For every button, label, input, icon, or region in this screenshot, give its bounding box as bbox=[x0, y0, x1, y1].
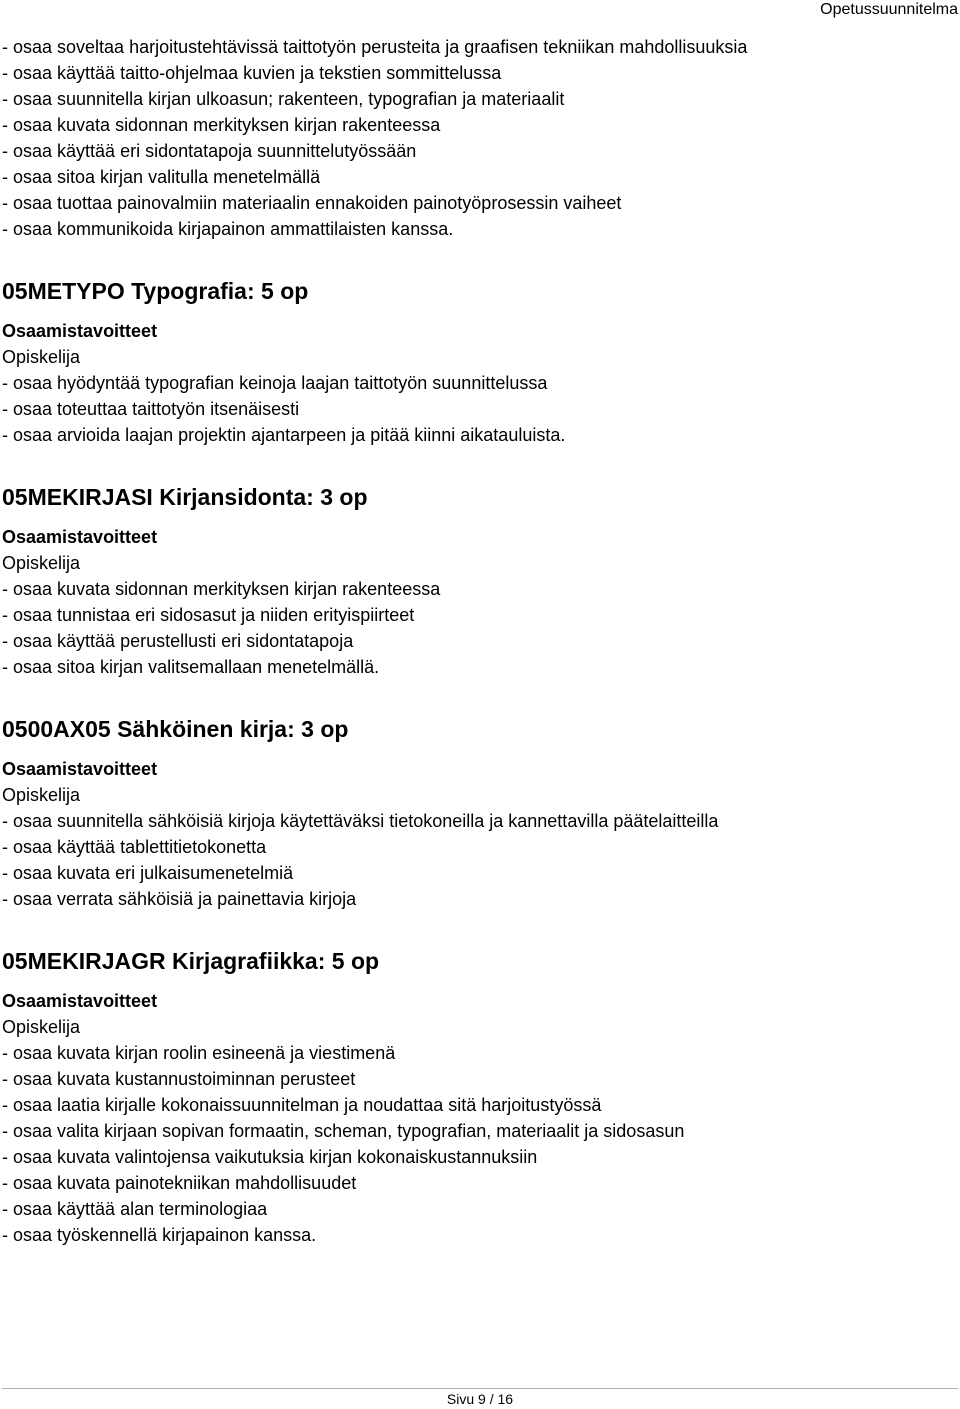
section-subheading: Osaamistavoitteet bbox=[2, 991, 158, 1011]
section-subheading: Osaamistavoitteet bbox=[2, 759, 158, 779]
list-item: - osaa sitoa kirjan valitulla menetelmällä bbox=[2, 167, 321, 187]
section-subheading: Osaamistavoitteet bbox=[2, 527, 158, 547]
list-item: - osaa kuvata sidonnan merkityksen kirjan rakenteessa bbox=[2, 579, 441, 599]
list-item: - osaa kuvata kustannustoiminnan perusteet bbox=[2, 1069, 356, 1089]
section-role: Opiskelija bbox=[2, 347, 81, 367]
list-item: - osaa käyttää taitto-ohjelmaa kuvien ja tekstien sommittelussa bbox=[2, 63, 502, 83]
list-item: - osaa toteuttaa taittotyön itsenäisesti bbox=[2, 399, 300, 419]
section-subheading: Osaamistavoitteet bbox=[2, 321, 158, 341]
page-number: Sivu 9 / 16 bbox=[446, 1391, 514, 1407]
list-item: - osaa kuvata sidonnan merkityksen kirjan rakenteessa bbox=[2, 115, 441, 135]
list-item: - osaa suunnitella kirjan ulkoasun; rakenteen, typografian ja materiaalit bbox=[2, 89, 565, 109]
document-body bbox=[2, 34, 950, 1248]
section-kirjagrafiikka bbox=[2, 946, 950, 1248]
list-item: - osaa kommunikoida kirjapainon ammattilaisten kanssa. bbox=[2, 219, 454, 239]
page-footer bbox=[2, 1388, 958, 1409]
list-item: - osaa käyttää alan terminologiaa bbox=[2, 1199, 268, 1219]
list-item: - osaa suunnitella sähköisiä kirjoja käytettäväksi tietokoneilla ja kannettavilla päätelaitteilla bbox=[2, 811, 719, 831]
list-item: - osaa kuvata kirjan roolin esineenä ja viestimenä bbox=[2, 1043, 396, 1063]
list-item: - osaa kuvata painotekniikan mahdollisuudet bbox=[2, 1173, 357, 1193]
list-item: - osaa kuvata eri julkaisumenetelmiä bbox=[2, 863, 294, 883]
list-item: - osaa soveltaa harjoitustehtävissä taittotyön perusteita ja graafisen tekniikan mahdollisuuksia bbox=[2, 37, 748, 57]
section-role: Opiskelija bbox=[2, 785, 81, 805]
list-item: - osaa käyttää perustellusti eri sidontatapoja bbox=[2, 631, 354, 651]
list-item: - osaa verrata sähköisiä ja painettavia kirjoja bbox=[2, 889, 357, 909]
list-item: - osaa työskennellä kirjapainon kanssa. bbox=[2, 1225, 317, 1245]
section-role: Opiskelija bbox=[2, 553, 81, 573]
list-item: - osaa tuottaa painovalmiin materiaalin ennakoiden painotyöprosessin vaiheet bbox=[2, 193, 622, 213]
list-item: - osaa tunnistaa eri sidosasut ja niiden erityispiirteet bbox=[2, 605, 415, 625]
section-title: 0500AX05 Sähköinen kirja: 3 op bbox=[2, 716, 349, 742]
section-sahkoinen-kirja bbox=[2, 714, 950, 912]
list-item: - osaa laatia kirjalle kokonaissuunnitelman ja noudattaa sitä harjoitustyössä bbox=[2, 1095, 602, 1115]
section-title: 05MEKIRJASI Kirjansidonta: 3 op bbox=[2, 484, 368, 510]
section-typografia bbox=[2, 276, 950, 448]
list-item: - osaa käyttää tablettitietokonetta bbox=[2, 837, 267, 857]
list-item: - osaa valita kirjaan sopivan formaatin, scheman, typografian, materiaalit ja sidosasun bbox=[2, 1121, 685, 1141]
list-item: - osaa kuvata valintojensa vaikutuksia kirjan kokonaiskustannuksiin bbox=[2, 1147, 538, 1167]
list-item: - osaa sitoa kirjan valitsemallaan menetelmällä. bbox=[2, 657, 380, 677]
page-header-title: Opetussuunnitelma bbox=[820, 1, 958, 18]
list-item: - osaa käyttää eri sidontatapoja suunnittelutyössään bbox=[2, 141, 417, 161]
section-title: 05METYPO Typografia: 5 op bbox=[2, 278, 309, 304]
section-kirjansidonta bbox=[2, 482, 950, 680]
list-item: - osaa arvioida laajan projektin ajantarpeen ja pitää kiinni aikatauluista. bbox=[2, 425, 566, 445]
section-role: Opiskelija bbox=[2, 1017, 81, 1037]
list-item: - osaa hyödyntää typografian keinoja laajan taittotyön suunnittelussa bbox=[2, 373, 548, 393]
intro-list bbox=[2, 34, 950, 242]
section-title: 05MEKIRJAGR Kirjagrafiikka: 5 op bbox=[2, 948, 380, 974]
